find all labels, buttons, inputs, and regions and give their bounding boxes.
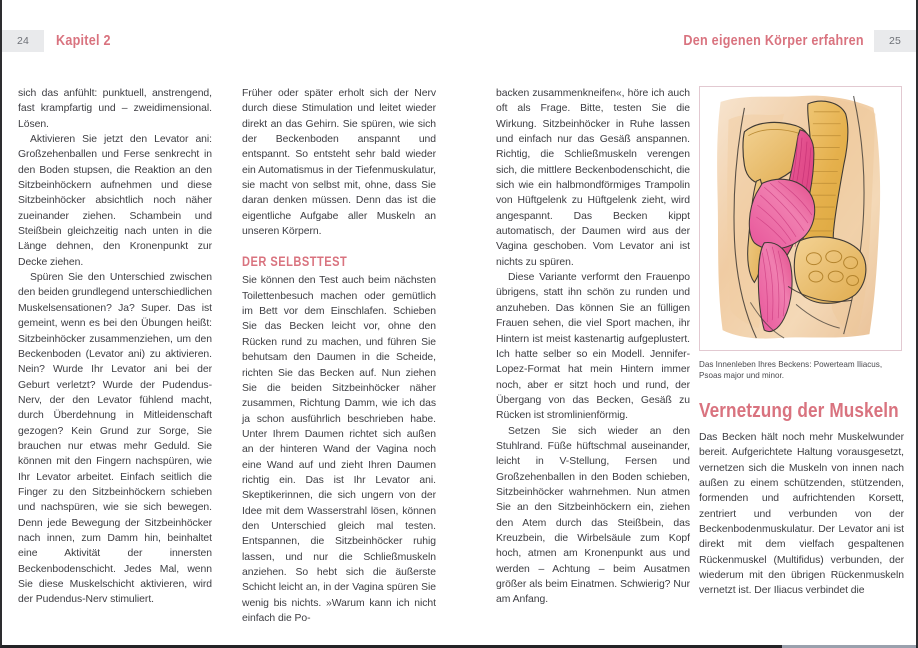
paragraph: Sie können den Test auch beim nächsten Toilettenbesuch machen oder gemütlich im Bett vor dem Einschlafen. Schieben Sie das Becken leicht vor, ohne den Rücken rund zu machen, und führen Sie behutsam den Daumen in die Scheide, richten Sie das Becken auf. Nun ziehen Sie die beiden Sitzbeinhöcker näher zusammen, Richtung Damm, wie ich das ja schon ausführlich beschrieben habe. Unter Ihrem Daumen richtet sich außen an der hinteren Wand der Vagina noch eine Wand auf und zieht Ihren Daumen richtig ein. Das ist Ihr Levator ani. Skeptikerinnen, die sich ungern von der Idee mit dem Wasserstrahl lösen, können den Unterschied gleich mal testen. Entspannen, die Sitzbeinhöcker ruhig lassen, und nur die Schließmuskeln anziehen. So hebt sich die äußerste Schicht leicht an, in der Vagina spüren Sie wenig bis nichts. »Warum kann ich nicht einfach die Po- bbox=[242, 275, 436, 624]
text-column-4 bbox=[699, 86, 904, 611]
text-columns bbox=[2, 86, 916, 624]
paragraph: Setzen Sie sich wieder an den Stuhlrand. Füße hüftschmal auseinander, leicht in V-Stellung, Fersen und Großzehenballen in den Boden schieben, Sitzbeinhöcker wahrnehmen. Nun atmen Sie an den Sitzbeinhöckern ein, ziehen den Atem durch das Steißbein, das Kreuzbein, die Wirbelsäule zum Kopf hoch, atmen am Kronenpunkt aus und werden – Achtung – beim Ausatmen größer als beim Einatmen. Schwierig? Nur am Anfang. bbox=[496, 425, 690, 606]
text-column-3 bbox=[496, 86, 690, 611]
folio-right: 25 bbox=[874, 30, 916, 52]
paragraph: Diese Variante verformt den Frauenpo übrigens, statt ihn schön zu runden und anzuheben. Das können Sie an fülligen Frauen sehen, die viel Sport machen, ihr Hintern ist meist kastenartig aufgeplustert. Ich hatte selber so ein Modell. Jennifer-Lopez-Format hat mein Hintern immer noch, aber er sitzt hoch und rund, der Übergang von das Becken, Gesäß zu Rücken ist stromlinienförmig. bbox=[496, 272, 690, 422]
paragraph: Früher oder später erholt sich der Nerv durch diese Stimulation und leitet wieder direkt an das Gehirn. Sie spüren, wie sich der Beckenboden anspannt und entspannt. So entsteht sehr bald wieder ein Automatismus in der Tiefenmuskulatur, sie macht von selbst mit, ohne, dass Sie daran denken müssen. Denn das ist die eigentliche Aufgabe aller Muskeln an unseren Körpern. bbox=[242, 88, 436, 238]
running-head-right: Den eigenen Körper erfahren bbox=[683, 32, 864, 49]
pelvis-anatomy-illustration bbox=[705, 92, 896, 345]
subheading-der-selbsttest: DER SELBSTTEST bbox=[242, 254, 348, 270]
text-column-2 bbox=[242, 86, 436, 624]
section-heading-vernetzung-der-muskeln: Vernetzung der Muskeln bbox=[699, 399, 899, 422]
running-head bbox=[2, 30, 916, 54]
figure-caption: Das Innenleben Ihres Beckens: Powerteam Iliacus, Psoas major und minor. bbox=[699, 360, 883, 381]
text-column-1 bbox=[18, 86, 212, 611]
pelvis-figure bbox=[699, 86, 904, 382]
folio-left: 24 bbox=[2, 30, 44, 52]
paragraph: Aktivieren Sie jetzt den Levator ani: Großzehenballen und Ferse senkrecht in den Boden stupsen, die Reaktion an den Sitzbeinhöckern aufnehmen und diese Sitzbeinhöcker absichtlich noch näher zueinander ziehen. Schambein und Steißbein gleichzeitig nach unten in die Länge dehnen, den Kronenpunkt zur Decke ziehen. bbox=[18, 134, 212, 268]
paragraph: sich das anfühlt: punktuell, anstrengend, fast krampfartig und – zweidimensional. Lösen. bbox=[18, 88, 212, 130]
paragraph: Das Becken hält noch mehr Muskelwunder bereit. Aufgerichtete Haltung vorausgesetzt, vernetzen sich die Muskeln von innen nach außen zu einem schützenden, stützenden, formenden und aufrichtenden Korsett, zentriert und verbunden von der Beckenbodenmuskulatur. Der Levator ani ist direkt mit dem vielfach gespaltenen Rückenmuskel (Multifidus) verbunden, der wiederum mit den übrigen Rückenmuskeln vernetzt ist. Der Iliacus verbindet die bbox=[699, 431, 904, 597]
running-head-left: Kapitel 2 bbox=[56, 32, 111, 49]
paragraph: backen zusammenkneifen«, höre ich auch oft als Frage. Bitte, testen Sie die Wirkung. Sitzbeinhöcker in Ruhe lassen und einfach nur das Gesäß anspannen. Richtig, die Schließmuskeln verengen sich, die mittlere Beckenbodenschicht, die sich wie ein halbmondförmiges Trampolin von Hüftgelenk zu Hüftgelenk zieht, wird angespannt. Das Becken kippt automatisch, der Daumen wird aus der Vagina geschoben. Vom Levator ani ist nichts zu spüren. bbox=[496, 88, 690, 268]
figure-frame bbox=[699, 86, 902, 351]
paragraph: Spüren Sie den Unterschied zwischen den beiden grundlegend unterschiedlichen Muskelsensationen? Ja? Super. Das ist gemeint, wenn es bei den Übungen heißt: Sitzbeinhöcker zusammenziehen, um den Beckenboden (Levator ani) zu aktivieren. Nein? Wurde Ihr Levator ani bei der Geburt verletzt? Wurde der Pudendus-Nerv, der den Levator fühlend macht, durch Überdehnung in Mitleidenschaft gezogen? Kein Grund zur Sorge, Sie brauchen nur etwas mehr Geduld. Sie können mit den Fingern nachspüren, wie Ihr Levator arbeitet. Einfach seitlich die Finger zu den Sitzbeinhöckern schieben und nachspüren, wie sie sich bewegen. Denn jede Bewegung der Sitzbeinhöcker nach innen, zum Damm hin, beinhaltet eine Aktivität der innersten Beckenbodenschicht. Jedes Mal, wenn Sie diese Muskelschicht aktivieren, wird der Pudendus-Nerv stimuliert. bbox=[18, 272, 212, 606]
